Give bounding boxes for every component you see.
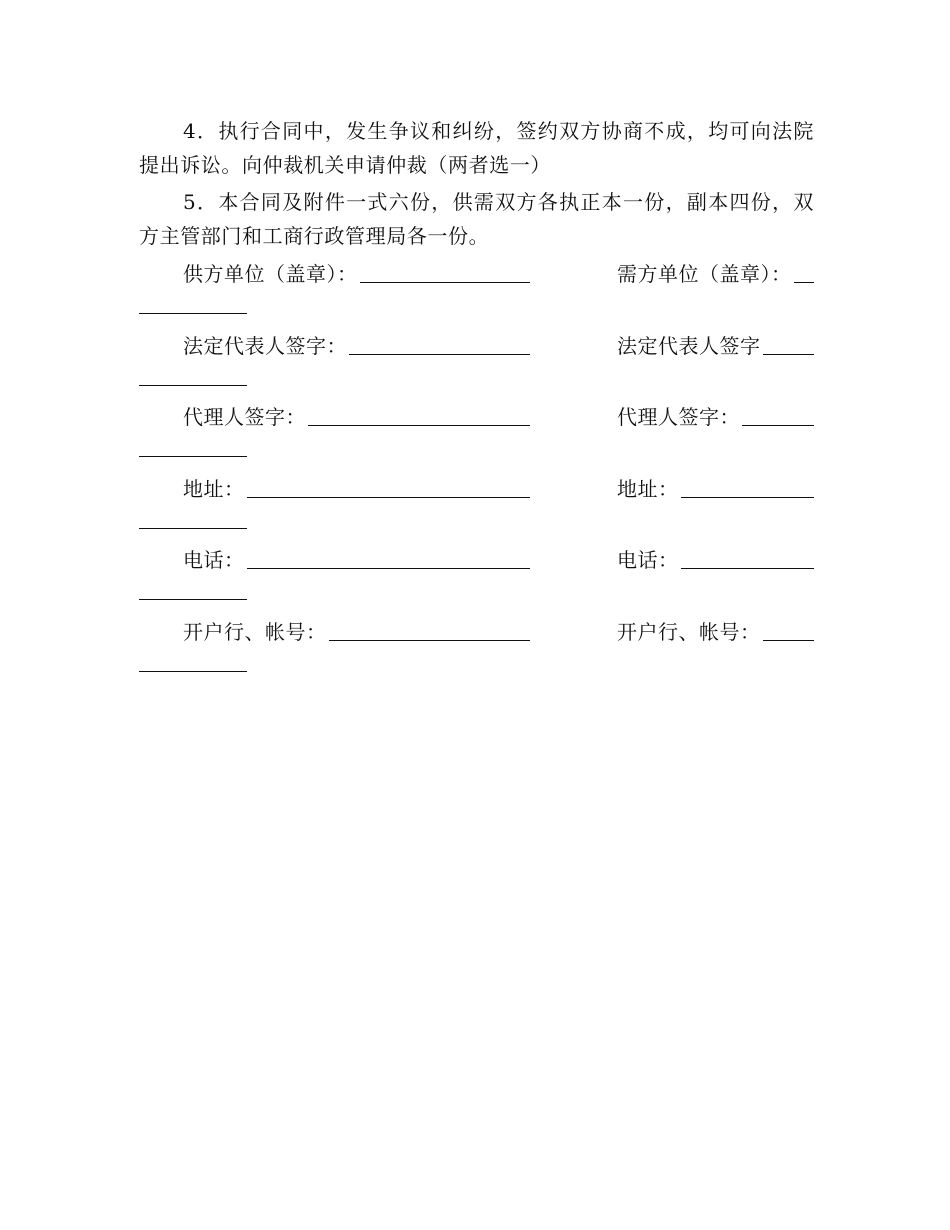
buyer-legal-rep-blank [763, 354, 815, 355]
supplier-agent-blank [308, 425, 530, 426]
supplier-bank-account-field [183, 615, 530, 649]
supplier-bank-account-label: 开户行、帐号： [183, 620, 327, 644]
supplier-agent-field [183, 400, 530, 434]
buyer-bank-account-label: 开户行、帐号： [617, 620, 761, 644]
signature-row-phone [139, 543, 814, 615]
supplier-legal-rep-blank [349, 354, 530, 355]
supplier-address-label: 地址： [183, 477, 245, 501]
supplier-unit-field [183, 257, 530, 291]
buyer-legal-rep-field [617, 329, 814, 363]
buyer-address-field [617, 472, 814, 506]
buyer-unit-field [617, 257, 814, 291]
supplier-legal-rep-label: 法定代表人签字： [183, 334, 347, 358]
signature-row-supplier-unit [139, 257, 814, 329]
buyer-bank-account-blank [763, 640, 815, 641]
supplier-phone-blank [247, 568, 531, 569]
clause-4: 4．执行合同中，发生争议和纠纷，签约双方协商不成，均可向法院提出诉讼。向仲裁机关申请仲裁（两者选一） [139, 119, 814, 177]
clause-5: 5．本合同及附件一式六份，供需双方各执正本一份，副本四份，双方主管部门和工商行政管理局各一份。 [139, 190, 814, 248]
buyer-phone-blank [681, 568, 815, 569]
supplier-phone-label: 电话： [183, 548, 245, 572]
buyer-unit-blank [794, 282, 815, 283]
supplier-agent-label: 代理人签字： [183, 405, 306, 429]
buyer-bank-account-blank-continued [139, 671, 247, 672]
signature-row-legal-representative [139, 329, 814, 401]
buyer-agent-label: 代理人签字： [617, 405, 740, 429]
supplier-bank-account-blank [329, 640, 531, 641]
buyer-phone-label: 电话： [617, 548, 679, 572]
buyer-address-blank [681, 497, 815, 498]
buyer-agent-blank-continued [139, 456, 247, 457]
buyer-unit-label: 需方单位（盖章）： [617, 262, 792, 286]
buyer-agent-blank [742, 425, 814, 426]
supplier-legal-rep-field [183, 329, 530, 363]
buyer-agent-field [617, 400, 814, 434]
supplier-unit-blank [360, 282, 531, 283]
supplier-unit-label: 供方单位（盖章）： [183, 262, 358, 286]
buyer-legal-rep-blank-continued [139, 385, 247, 386]
buyer-bank-account-field [617, 615, 814, 649]
signature-row-address [139, 472, 814, 544]
supplier-address-field [183, 472, 530, 506]
signature-row-bank-account [139, 615, 814, 687]
buyer-phone-field [617, 543, 814, 577]
supplier-phone-field [183, 543, 530, 577]
supplier-address-blank [247, 497, 531, 498]
buyer-address-blank-continued [139, 528, 247, 529]
buyer-unit-blank-continued [139, 313, 247, 314]
buyer-address-label: 地址： [617, 477, 679, 501]
buyer-legal-rep-label: 法定代表人签字 [617, 334, 761, 358]
signature-row-agent [139, 400, 814, 472]
buyer-phone-blank-continued [139, 599, 247, 600]
